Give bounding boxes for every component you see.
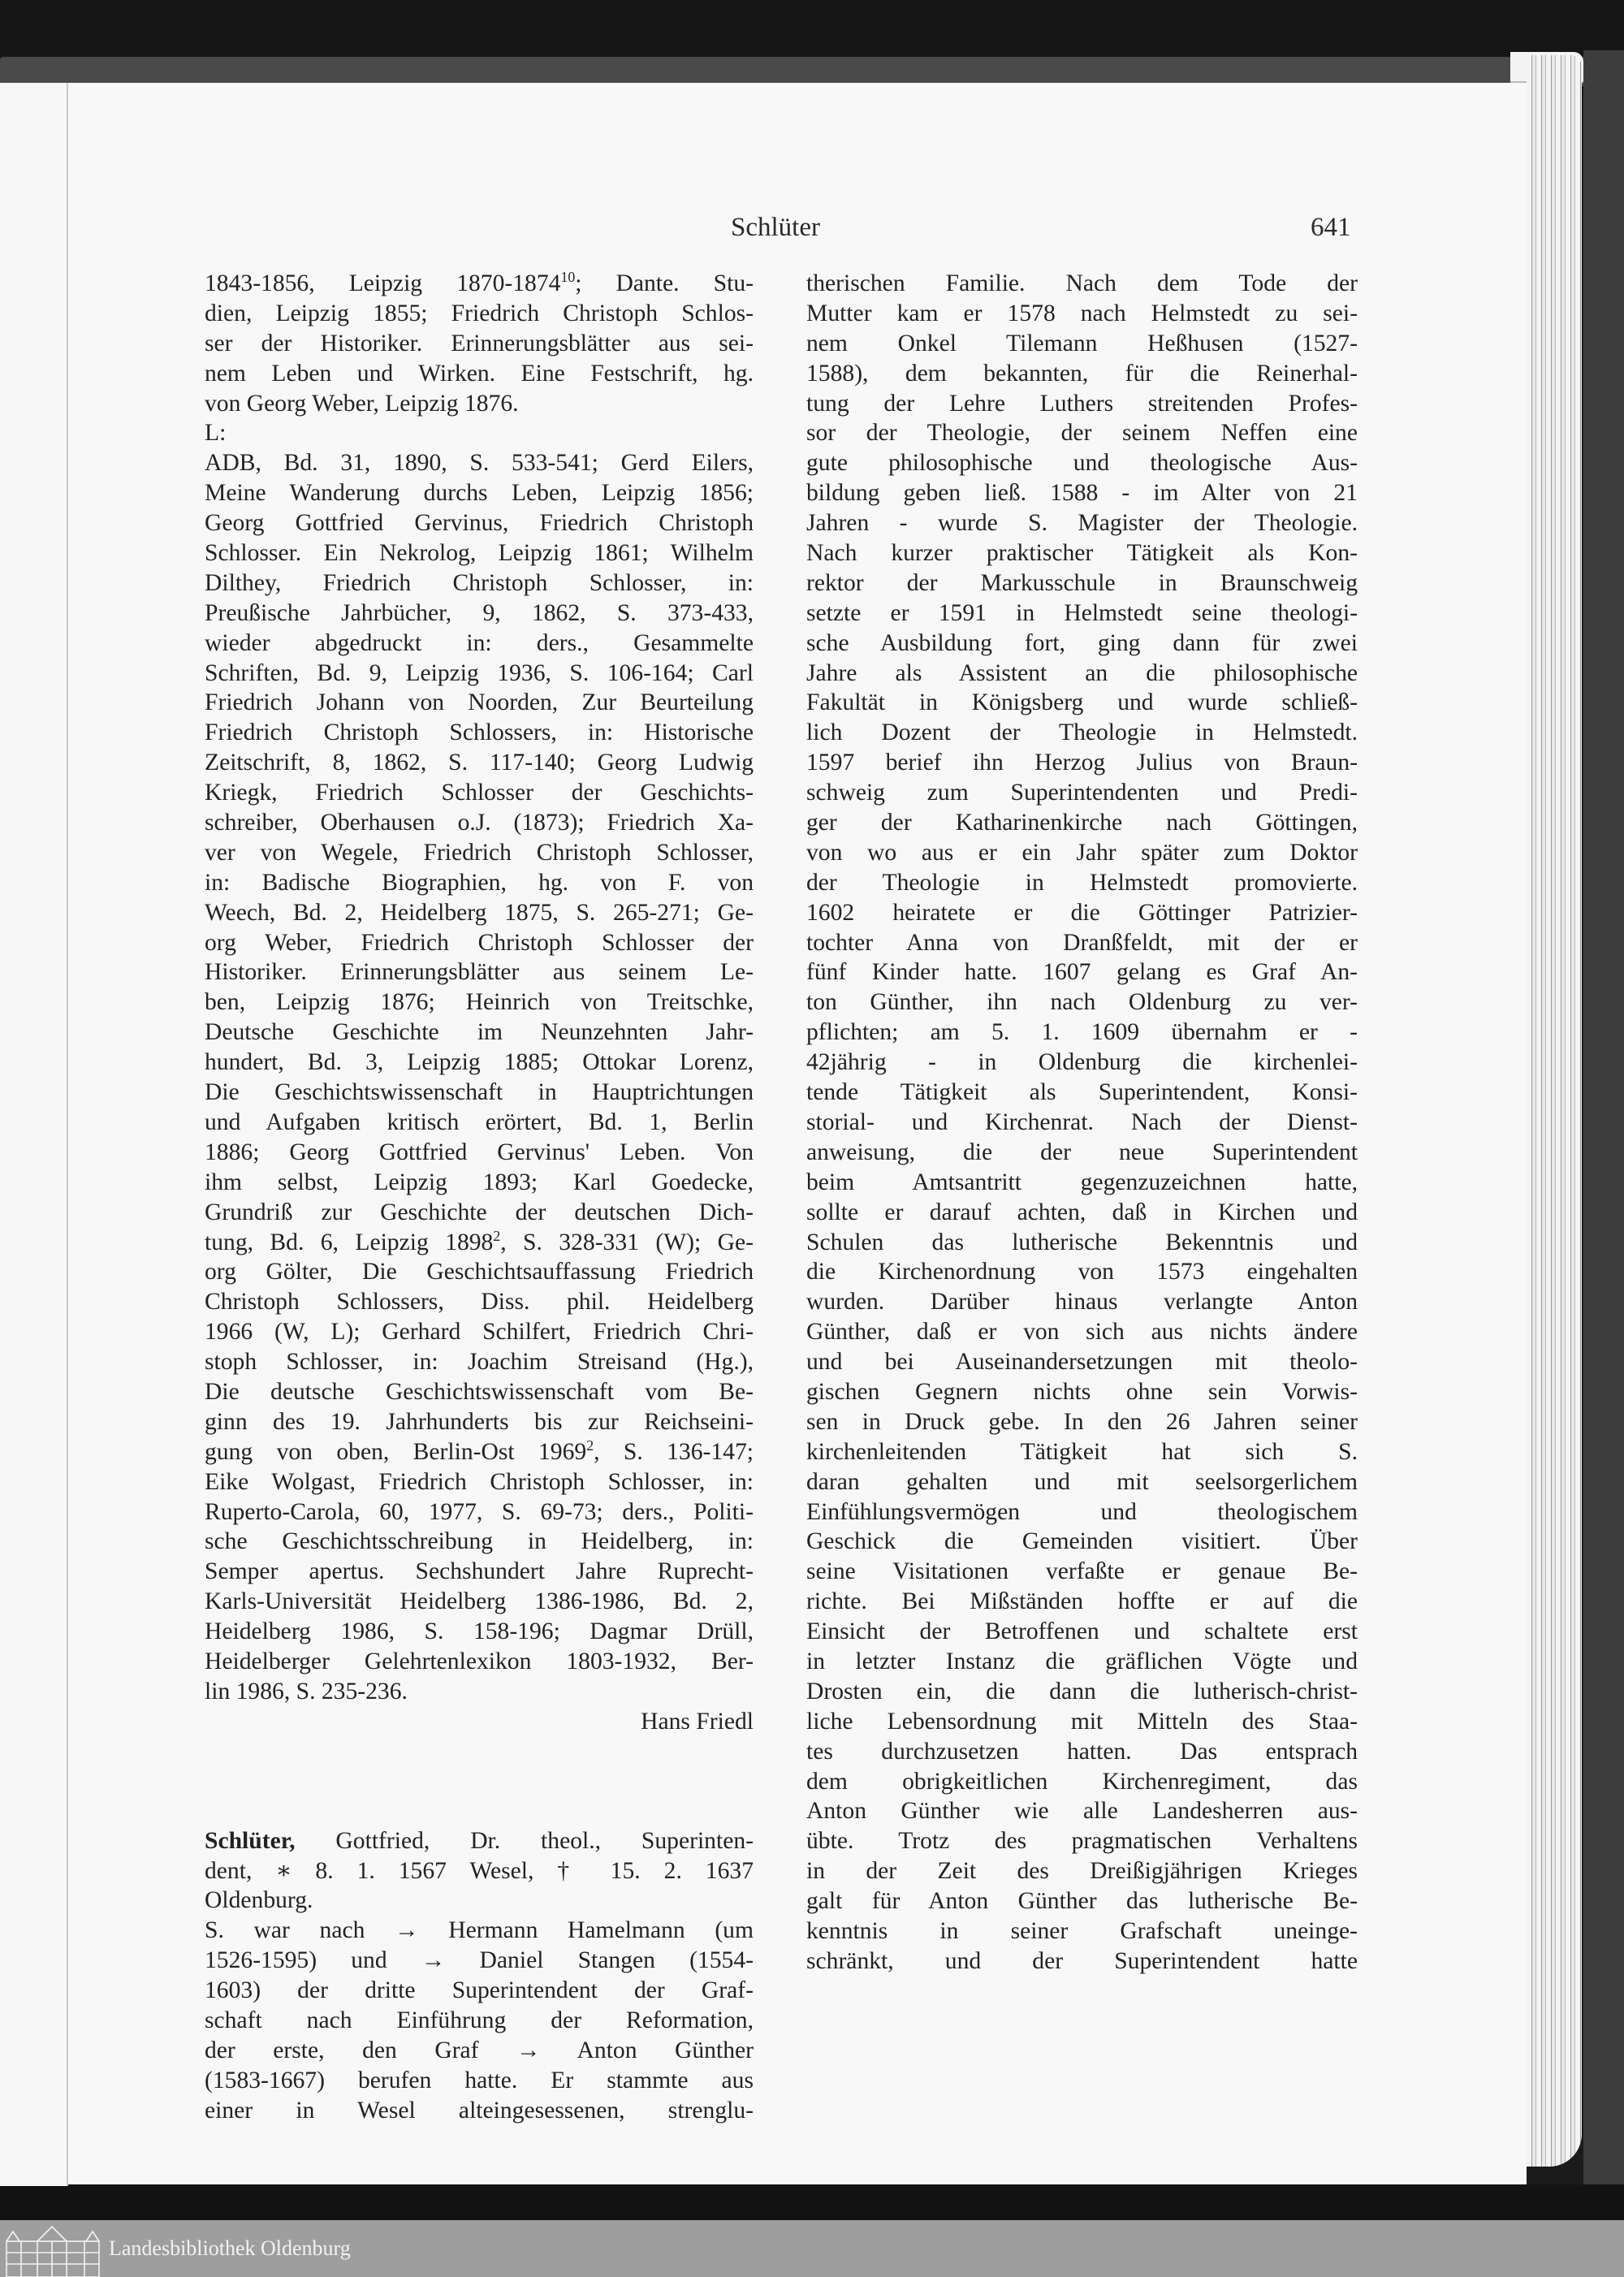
text-line: sor der Theologie, der seinem Neffen eine	[806, 420, 1358, 447]
text-line: ben, Leipzig 1876; Heinrich von Treitschke,	[205, 989, 754, 1016]
text-line: schreiber, Oberhausen o.J. (1873); Friedrich Xa-	[205, 810, 754, 836]
text-line: ver von Wegele, Friedrich Christoph Schlosser,	[205, 839, 754, 866]
text-line: stoph Schlosser, in: Joachim Streisand (Hg.),	[205, 1349, 754, 1376]
text-line: Dilthey, Friedrich Christoph Schlosser, in:	[205, 569, 754, 596]
text-line: Jahren - wurde S. Magister der Theologie.	[806, 510, 1358, 537]
entry-heading: dent, ∗ 8. 1. 1567 Wesel, † 15. 2. 1637	[205, 1857, 754, 1884]
text-line: Heidelberger Gelehrtenlexikon 1803-1932, Ber-	[205, 1648, 754, 1674]
text-line: tes durchzusetzen hatten. Das entsprach	[806, 1738, 1358, 1765]
superscript: 10	[560, 269, 576, 286]
text-line: Meine Wanderung durchs Leben, Leipzig 1856;	[205, 480, 754, 507]
text-line: Die Geschichtswissenschaft in Hauptrichtungen	[205, 1079, 754, 1106]
text-line: Semper apertus. Sechshundert Jahre Ruprecht-	[205, 1558, 754, 1585]
text-line: Jahre als Assistent an die philosophische	[806, 659, 1358, 686]
text-line: und bei Auseinandersetzungen mit theolo-	[806, 1349, 1358, 1376]
text-line: schaft nach Einführung der Reformation,	[205, 2007, 754, 2033]
text-line: Einfühlungsvermögen und theologischem	[806, 1498, 1358, 1525]
article-author: Hans Friedl	[641, 1708, 754, 1735]
text-line: setzte er 1591 in Helmstedt seine theologi-	[806, 599, 1358, 626]
library-name: Landesbibliothek Oldenburg	[109, 2236, 351, 2260]
footer-bar	[0, 2220, 1624, 2277]
text-line: storial- und Kirchenrat. Nach der Dienst-	[806, 1108, 1358, 1135]
text-line: Friedrich Christoph Schlossers, in: Historische	[205, 719, 754, 746]
text-line: Ruperto-Carola, 60, 1977, S. 69-73; ders., Politi-	[205, 1498, 754, 1525]
text-line: beim Amtsantritt gegenzuzeichnen hatte,	[806, 1169, 1358, 1195]
text-line: der erste, den Graf → Anton Günther	[205, 2037, 754, 2063]
text-line: Kriegk, Friedrich Schlosser der Geschichts-	[205, 780, 754, 806]
text-line: ger der Katharinenkirche nach Göttingen,	[806, 810, 1358, 836]
page-stack-edges	[1527, 55, 1582, 2167]
literature-label: L:	[205, 420, 227, 447]
text-line: ginn des 19. Jahrhunderts bis zur Reichseini-	[205, 1408, 754, 1435]
entry-heading: Oldenburg.	[205, 1887, 313, 1914]
text-line: lin 1986, S. 235-236.	[205, 1678, 408, 1705]
text-line: nem Onkel Tilemann Heßhusen (1527-	[806, 330, 1358, 356]
text-line: von wo aus er ein Jahr später zum Doktor	[806, 839, 1358, 866]
text-line: Weech, Bd. 2, Heidelberg 1875, S. 265-271; Ge-	[205, 899, 754, 926]
text-line: rektor der Markusschule in Braunschweig	[806, 569, 1358, 596]
library-building-icon	[5, 2223, 101, 2277]
text-line: einer in Wesel alteingesessenen, strenglu-	[205, 2097, 754, 2124]
text-line: dem obrigkeitlichen Kirchenregiment, das	[806, 1768, 1358, 1795]
text-line: gischen Gegnern nichts ohne sein Vorwis-	[806, 1378, 1358, 1405]
running-head-title: Schlüter	[731, 213, 820, 242]
text-line: Mutter kam er 1578 nach Helmstedt zu sei-	[806, 300, 1358, 326]
entry-headword: Schlüter,	[205, 1827, 296, 1854]
text-line: tende Tätigkeit als Superintendent, Konsi-	[806, 1079, 1358, 1106]
text-line: 42jährig - in Oldenburg die kirchenlei-	[806, 1049, 1358, 1076]
text-line: galt für Anton Günther das lutherische Be-	[806, 1888, 1358, 1915]
text-line: die Kirchenordnung von 1573 eingehalten	[806, 1259, 1358, 1285]
text-line: dien, Leipzig 1855; Friedrich Christoph Schlos-	[205, 300, 754, 326]
text-line: tung, Bd. 6, Leipzig 1898$^2$, S. 328-331 (W); Ge-	[205, 1227, 754, 1255]
text-line: 1603) der dritte Superintendent der Graf-	[205, 1977, 754, 2004]
text-line: tung der Lehre Luthers streitenden Profes-	[806, 390, 1358, 417]
text-line: nem Leben und Wirken. Eine Festschrift, hg.	[205, 360, 754, 387]
text-line: Schulen das lutherische Bekenntnis und	[806, 1229, 1358, 1255]
text-line: der Theologie in Helmstedt promovierte.	[806, 869, 1358, 896]
text-line: Christoph Schlossers, Diss. phil. Heidelberg	[205, 1289, 754, 1316]
text-line: in letzter Instanz die gräflichen Vögte und	[806, 1648, 1358, 1674]
left-column	[205, 269, 754, 2126]
text-line: richte. Bei Mißständen hoffte er auf die	[806, 1588, 1358, 1615]
text-line: Historiker. Erinnerungsblätter aus seinem Le-	[205, 959, 754, 986]
text-line: Schriften, Bd. 9, Leipzig 1936, S. 106-164; Carl	[205, 659, 754, 686]
text-line: schränkt, und der Superintendent hatte	[806, 1947, 1358, 1974]
text-line: Die deutsche Geschichtswissenschaft vom Be-	[205, 1378, 754, 1405]
book-cover-right	[1583, 50, 1624, 2210]
text-line: 1526-1595) und → Daniel Stangen (1554-	[205, 1947, 754, 1974]
text-line: 1588), dem bekannten, für die Reinerhal-	[806, 360, 1358, 387]
text-line: S. war nach → Hermann Hamelmann (um	[205, 1917, 754, 1944]
facing-page-edge	[0, 83, 68, 2186]
text-line: liche Lebensordnung mit Mitteln des Staa-	[806, 1708, 1358, 1735]
text-line: Zeitschrift, 8, 1862, S. 117-140; Georg Ludwig	[205, 750, 754, 776]
text-line: 1602 heiratete er die Göttinger Patrizier-	[806, 899, 1358, 926]
text-line: kirchenleitenden Tätigkeit hat sich S.	[806, 1438, 1358, 1465]
scan-background-bottom	[0, 2184, 1624, 2220]
text-line: 1843-1856, Leipzig 1870-1874$^{10}$; Dante. Stu-	[205, 269, 754, 296]
running-head	[0, 210, 1624, 250]
text-line: gung von oben, Berlin-Ost 1969$^2$, S. 136-147;	[205, 1437, 754, 1465]
text-line: sen in Druck gebe. In den 26 Jahren seiner	[806, 1408, 1358, 1435]
text-line: therischen Familie. Nach dem Tode der	[806, 270, 1358, 296]
text-line: 1966 (W, L); Gerhard Schilfert, Friedrich Chri-	[205, 1319, 754, 1346]
text-line: Deutsche Geschichte im Neunzehnten Jahr-	[205, 1019, 754, 1046]
text-line: übte. Trotz des pragmatischen Verhaltens	[806, 1828, 1358, 1855]
text-line: Georg Gottfried Gervinus, Friedrich Christoph	[205, 510, 754, 537]
text-line: 1886; Georg Gottfried Gervinus' Leben. Von	[205, 1138, 754, 1165]
text-line: Eike Wolgast, Friedrich Christoph Schlosser, in:	[205, 1468, 754, 1495]
text-line: schweig zum Superintendenten und Predi-	[806, 780, 1358, 806]
entry-heading: Schlüter, Gottfried, Dr. theol., Superinten-	[205, 1827, 754, 1854]
text-line: sche Ausbildung fort, ging dann für zwei	[806, 629, 1358, 656]
text-line: 1597 berief ihn Herzog Julius von Braun-	[806, 750, 1358, 776]
page-number: 641	[1311, 213, 1351, 242]
text-line: (1583-1667) berufen hatte. Er stammte aus	[205, 2067, 754, 2093]
text-line: Grundriß zur Geschichte der deutschen Dich-	[205, 1199, 754, 1225]
entry-spacer	[205, 1737, 754, 1826]
text-line: wieder abgedruckt in: ders., Gesammelte	[205, 629, 754, 656]
text-line: pflichten; am 5. 1. 1609 übernahm er -	[806, 1019, 1358, 1046]
text-line: von Georg Weber, Leipzig 1876.	[205, 390, 519, 417]
text-line: ADB, Bd. 31, 1890, S. 533-541; Gerd Eilers,	[205, 450, 754, 477]
text-line: Nach kurzer praktischer Tätigkeit als Kon-	[806, 540, 1358, 567]
text-line: org Gölter, Die Geschichtsauffassung Friedrich	[205, 1259, 754, 1285]
text-line: Geschick die Gemeinden visitiert. Über	[806, 1528, 1358, 1555]
text-line: Preußische Jahrbücher, 9, 1862, S. 373-433,	[205, 599, 754, 626]
text-line: tochter Anna von Dranßfeldt, mit der er	[806, 929, 1358, 956]
text-line: anweisung, die der neue Superintendent	[806, 1138, 1358, 1165]
text-line: hundert, Bd. 3, Leipzig 1885; Ottokar Lorenz,	[205, 1049, 754, 1076]
text-line: ihm selbst, Leipzig 1893; Karl Goedecke,	[205, 1169, 754, 1195]
superscript: 2	[586, 1437, 594, 1454]
text-line: wurden. Darüber hinaus verlangte Anton	[806, 1289, 1358, 1316]
text-line: in der Zeit des Dreißigjährigen Krieges	[806, 1858, 1358, 1885]
text-line: gute philosophische und theologische Aus-	[806, 450, 1358, 477]
text-line: Karls-Universität Heidelberg 1386-1986, Bd. 2,	[205, 1588, 754, 1615]
text-line: Anton Günther wie alle Landesherren aus-	[806, 1798, 1358, 1825]
text-line: Drosten ein, die dann die lutherisch-christ-	[806, 1678, 1358, 1705]
text-line: und Aufgaben kritisch erörtert, Bd. 1, Berlin	[205, 1108, 754, 1135]
text-line: Günther, daß er von sich aus nichts ändere	[806, 1319, 1358, 1346]
text-line: Fakultät in Königsberg und wurde schließ-	[806, 689, 1358, 716]
text-line: sollte er darauf achten, daß in Kirchen und	[806, 1199, 1358, 1225]
text-line: sche Geschichtsschreibung in Heidelberg, in:	[205, 1528, 754, 1555]
book-cover-edge	[0, 57, 1592, 86]
text-line: ton Günther, ihn nach Oldenburg zu ver-	[806, 989, 1358, 1016]
text-line: org Weber, Friedrich Christoph Schlosser der	[205, 929, 754, 956]
text-line: in: Badische Biographien, hg. von F. von	[205, 869, 754, 896]
superscript: 2	[493, 1227, 501, 1244]
text-line: kenntnis in seiner Grafschaft uneinge-	[806, 1917, 1358, 1944]
text-line: daran gehalten und mit seelsorgerlichem	[806, 1468, 1358, 1495]
text-line: Friedrich Johann von Noorden, Zur Beurteilung	[205, 689, 754, 716]
text-line: lich Dozent der Theologie in Helmstedt.	[806, 719, 1358, 746]
text-line: fünf Kinder hatte. 1607 gelang es Graf An-	[806, 959, 1358, 986]
text-line: bildung geben ließ. 1588 - im Alter von 21	[806, 480, 1358, 507]
text-line: ser der Historiker. Erinnerungsblätter aus sei-	[205, 330, 754, 356]
text-line: Einsicht der Betroffenen und schaltete erst	[806, 1618, 1358, 1645]
right-column	[806, 269, 1358, 1977]
text-line: Schlosser. Ein Nekrolog, Leipzig 1861; Wilhelm	[205, 540, 754, 567]
text-line: seine Visitationen verfaßte er genaue Be-	[806, 1558, 1358, 1585]
text-line: Heidelberg 1986, S. 158-196; Dagmar Drüll,	[205, 1618, 754, 1645]
